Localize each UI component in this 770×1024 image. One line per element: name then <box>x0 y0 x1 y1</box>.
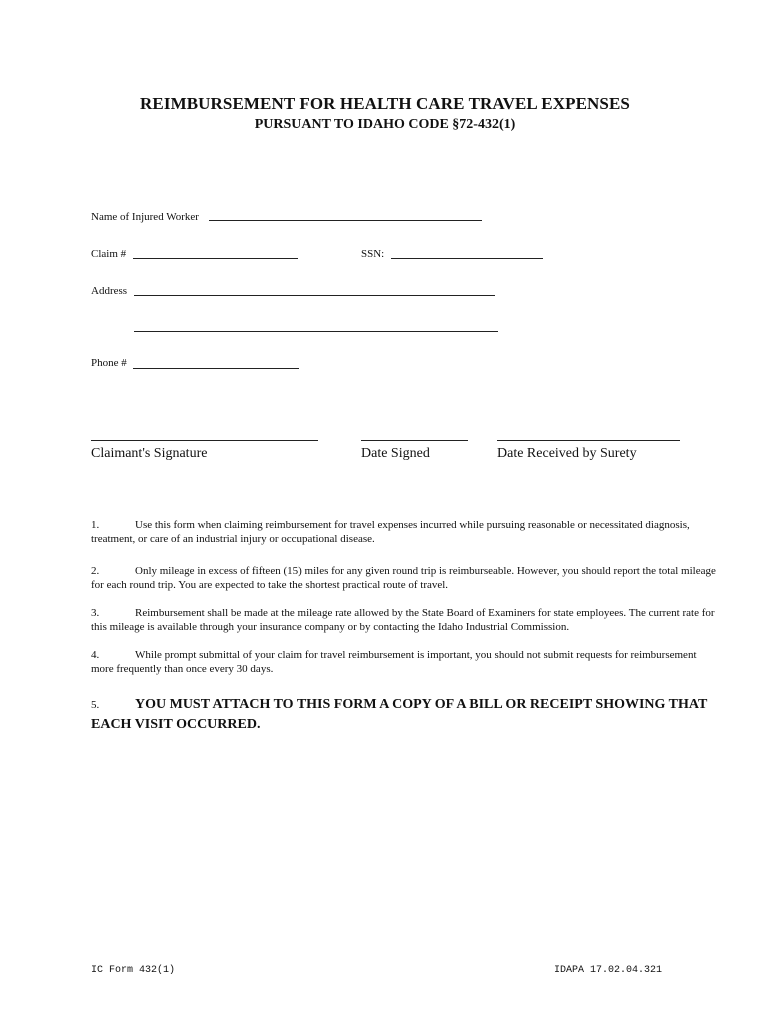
form-subtitle: PURSUANT TO IDAHO CODE §72-432(1) <box>254 117 516 132</box>
instruction-number: 3. <box>91 607 100 619</box>
instruction-text: YOU MUST ATTACH TO THIS FORM A COPY OF A BILL OR RECEIPT SHOWING THAT EACH VISIT OCCURRED. <box>91 697 708 732</box>
instruction-item <box>91 606 721 634</box>
name-label: Name of Injured Worker <box>91 211 199 223</box>
footer-form-id: IC Form 432(1) <box>91 965 176 976</box>
instruction-text: Only mileage in excess of fifteen (15) miles for any given round trip is reimburseable. However, you should report the total mileage for each round trip. You are expected to take the shortest practical route of travel. <box>91 565 716 591</box>
instruction-text: Reimbursement shall be made at the mileage rate allowed by the State Board of Examiners for state employees. The current rate for this mileage is available through your insurance company or by contacting the Idaho Industrial Commission. <box>91 607 715 633</box>
instruction-item <box>91 564 721 592</box>
instruction-number: 5. <box>91 699 100 711</box>
instruction-item <box>91 648 721 676</box>
ssn-field[interactable] <box>391 258 543 259</box>
date-signed-line[interactable] <box>361 440 468 441</box>
claimant-signature-line[interactable] <box>91 440 318 441</box>
claimant-signature-label: Claimant's Signature <box>91 446 208 461</box>
date-received-line[interactable] <box>497 440 680 441</box>
instruction-text: Use this form when claiming reimbursement for travel expenses incurred while pursuing reasonable or necessitated diagnosis, treatment, or care of an industrial injury or occupational disease. <box>91 519 690 545</box>
name-field[interactable] <box>209 220 482 221</box>
phone-field[interactable] <box>133 368 299 369</box>
instruction-number: 4. <box>91 649 100 661</box>
instruction-item-emphasis <box>91 695 731 734</box>
address-field-line1[interactable] <box>134 295 495 296</box>
claim-label: Claim # <box>91 248 127 260</box>
instruction-text: While prompt submittal of your claim for travel reimbursement is important, you should not submit requests for reimbursement more frequently than once every 30 days. <box>91 649 697 675</box>
claim-field[interactable] <box>133 258 298 259</box>
instruction-number: 2. <box>91 565 100 577</box>
address-field-line2[interactable] <box>134 331 498 332</box>
date-received-label: Date Received by Surety <box>497 446 637 461</box>
footer-regulation-ref: IDAPA 17.02.04.321 <box>554 965 663 976</box>
form-title: REIMBURSEMENT FOR HEALTH CARE TRAVEL EXPENSES <box>140 94 630 113</box>
instruction-item <box>91 518 721 546</box>
instruction-number: 1. <box>91 519 100 531</box>
phone-label: Phone # <box>91 357 127 369</box>
ssn-label: SSN: <box>361 248 385 260</box>
date-signed-label: Date Signed <box>361 446 430 461</box>
address-label: Address <box>91 285 128 297</box>
